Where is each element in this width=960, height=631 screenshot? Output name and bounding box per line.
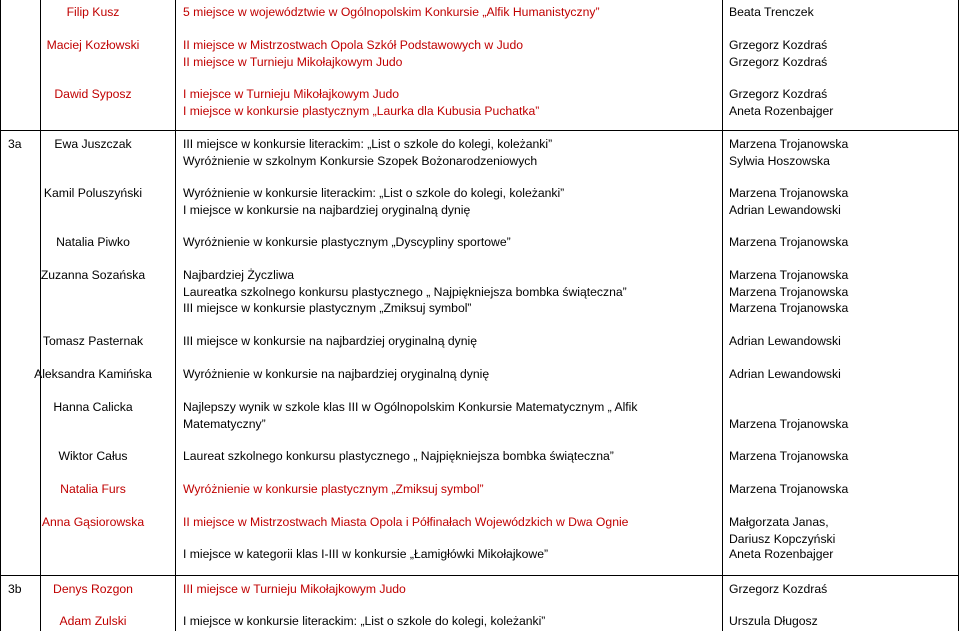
student-name: Aleksandra Kamińska: [34, 367, 152, 381]
table-right-border: [958, 0, 959, 631]
award-text: III miejsce w konkursie plastycznym „Zmiksuj symbol”: [183, 301, 472, 315]
student-name: Ewa Juszczak: [54, 137, 132, 151]
teacher-name: Dariusz Kopczyński: [729, 531, 836, 546]
student-name: Filip Kusz: [66, 5, 120, 19]
award-text: Wyróżnienie w konkursie plastycznym „Dyscypliny sportowe”: [183, 235, 511, 249]
student-name: Kamil Poluszyński: [43, 186, 143, 200]
award-text: Najlepszy wynik w szkole klas III w Ogólnopolskim Konkursie Matematycznym „ Alfik: [183, 400, 638, 414]
teacher-name: Adrian Lewandowski: [729, 334, 841, 348]
row-separator-3b: [0, 575, 959, 576]
student-name: Anna Gąsiorowska: [41, 515, 145, 529]
award-text: Matematyczny”: [183, 416, 266, 431]
award-text: II miejsce w Mistrzostwach Opola Szkół Podstawowych w Judo: [183, 38, 524, 52]
award-text: Wyróżnienie w szkolnym Konkursie Szopek Bożonarodzeniowych: [183, 153, 538, 168]
award-text: Najbardziej Życzliwa: [183, 268, 295, 282]
teacher-name: Adrian Lewandowski: [729, 202, 841, 217]
award-text: I miejsce w konkursie plastycznym „Laurka dla Kubusia Puchatka”: [183, 103, 540, 118]
award-text: I miejsce w konkursie na najbardziej oryginalną dynię: [183, 202, 471, 217]
teacher-name: Marzena Trojanowska: [729, 416, 849, 431]
award-text: Laureatka szkolnego konkursu plastycznego „ Najpiękniejsza bombka świąteczna”: [183, 284, 627, 299]
teacher-name: Grzegorz Kozdraś: [729, 38, 828, 52]
award-text: III miejsce w Turnieju Mikołajkowym Judo: [183, 582, 406, 596]
award-text: 5 miejsce w województwie w Ogólnopolskim Konkursie „Alfik Humanistyczny”: [183, 5, 600, 19]
teacher-name: Marzena Trojanowska: [729, 482, 849, 496]
student-name: Natalia Furs: [60, 482, 126, 496]
teacher-name: Urszula Długosz: [729, 614, 818, 628]
student-name: Denys Rozgon: [53, 582, 133, 596]
award-text: I miejsce w kategorii klas I-III w konkursie „Łamigłówki Mikołajkowe”: [183, 547, 549, 561]
column-divider-name: [175, 0, 176, 631]
teacher-name: Adrian Lewandowski: [729, 367, 841, 381]
row-separator-3a: [0, 130, 959, 131]
teacher-name: Marzena Trojanowska: [729, 301, 849, 315]
student-name: Dawid Syposz: [54, 87, 132, 101]
student-name: Zuzanna Sozańska: [40, 268, 146, 282]
teacher-name: Grzegorz Kozdraś: [729, 582, 828, 596]
award-text: Wyróżnienie w konkursie plastycznym „Zmiksuj symbol”: [183, 482, 484, 496]
student-name: Maciej Kozłowski: [46, 38, 140, 52]
teacher-name: Małgorzata Janas,: [729, 515, 829, 529]
award-text: III miejsce w konkursie na najbardziej oryginalną dynię: [183, 334, 478, 348]
teacher-name: Marzena Trojanowska: [729, 137, 849, 151]
teacher-name: Aneta Rozenbajger: [729, 547, 834, 561]
award-text: Wyróżnienie w konkursie na najbardziej oryginalną dynię: [183, 367, 490, 381]
award-text: I miejsce w Turnieju Mikołajkowym Judo: [183, 87, 400, 101]
teacher-name: Beata Trenczek: [729, 5, 814, 19]
award-text: II miejsce w Mistrzostwach Miasta Opola i Półfinałach Wojewódzkich w Dwa Ognie: [183, 515, 629, 529]
award-text: II miejsce w Turnieju Mikołajkowym Judo: [183, 54, 403, 69]
teacher-name: Grzegorz Kozdraś: [729, 87, 828, 101]
teacher-name: Sylwia Hoszowska: [729, 153, 830, 168]
teacher-name: Marzena Trojanowska: [729, 235, 849, 249]
student-name: Tomasz Pasternak: [42, 334, 144, 348]
teacher-name: Marzena Trojanowska: [729, 186, 849, 200]
class-label: 3b: [8, 582, 22, 596]
column-divider-award: [722, 0, 723, 631]
award-text: III miejsce w konkursie literackim: „List o szkole do kolegi, koleżanki”: [183, 137, 553, 151]
class-label: 3a: [8, 137, 22, 151]
teacher-name: Marzena Trojanowska: [729, 284, 849, 299]
student-name: Adam Zulski: [59, 614, 127, 628]
teacher-name: Grzegorz Kozdraś: [729, 54, 828, 69]
teacher-name: Marzena Trojanowska: [729, 449, 849, 463]
teacher-name: Aneta Rozenbajger: [729, 103, 834, 118]
award-text: Wyróżnienie w konkursie literackim: „List o szkole do kolegi, koleżanki”: [183, 186, 565, 200]
table-left-border: [0, 0, 1, 631]
award-text: I miejsce w konkursie literackim: „List o szkole do kolegi, koleżanki”: [183, 614, 546, 628]
teacher-name: Marzena Trojanowska: [729, 268, 849, 282]
student-name: Hanna Calicka: [53, 400, 133, 414]
student-name: Natalia Piwko: [56, 235, 130, 249]
student-name: Wiktor Całus: [58, 449, 128, 463]
award-text: Laureat szkolnego konkursu plastycznego „ Najpiękniejsza bombka świąteczna”: [183, 449, 614, 463]
